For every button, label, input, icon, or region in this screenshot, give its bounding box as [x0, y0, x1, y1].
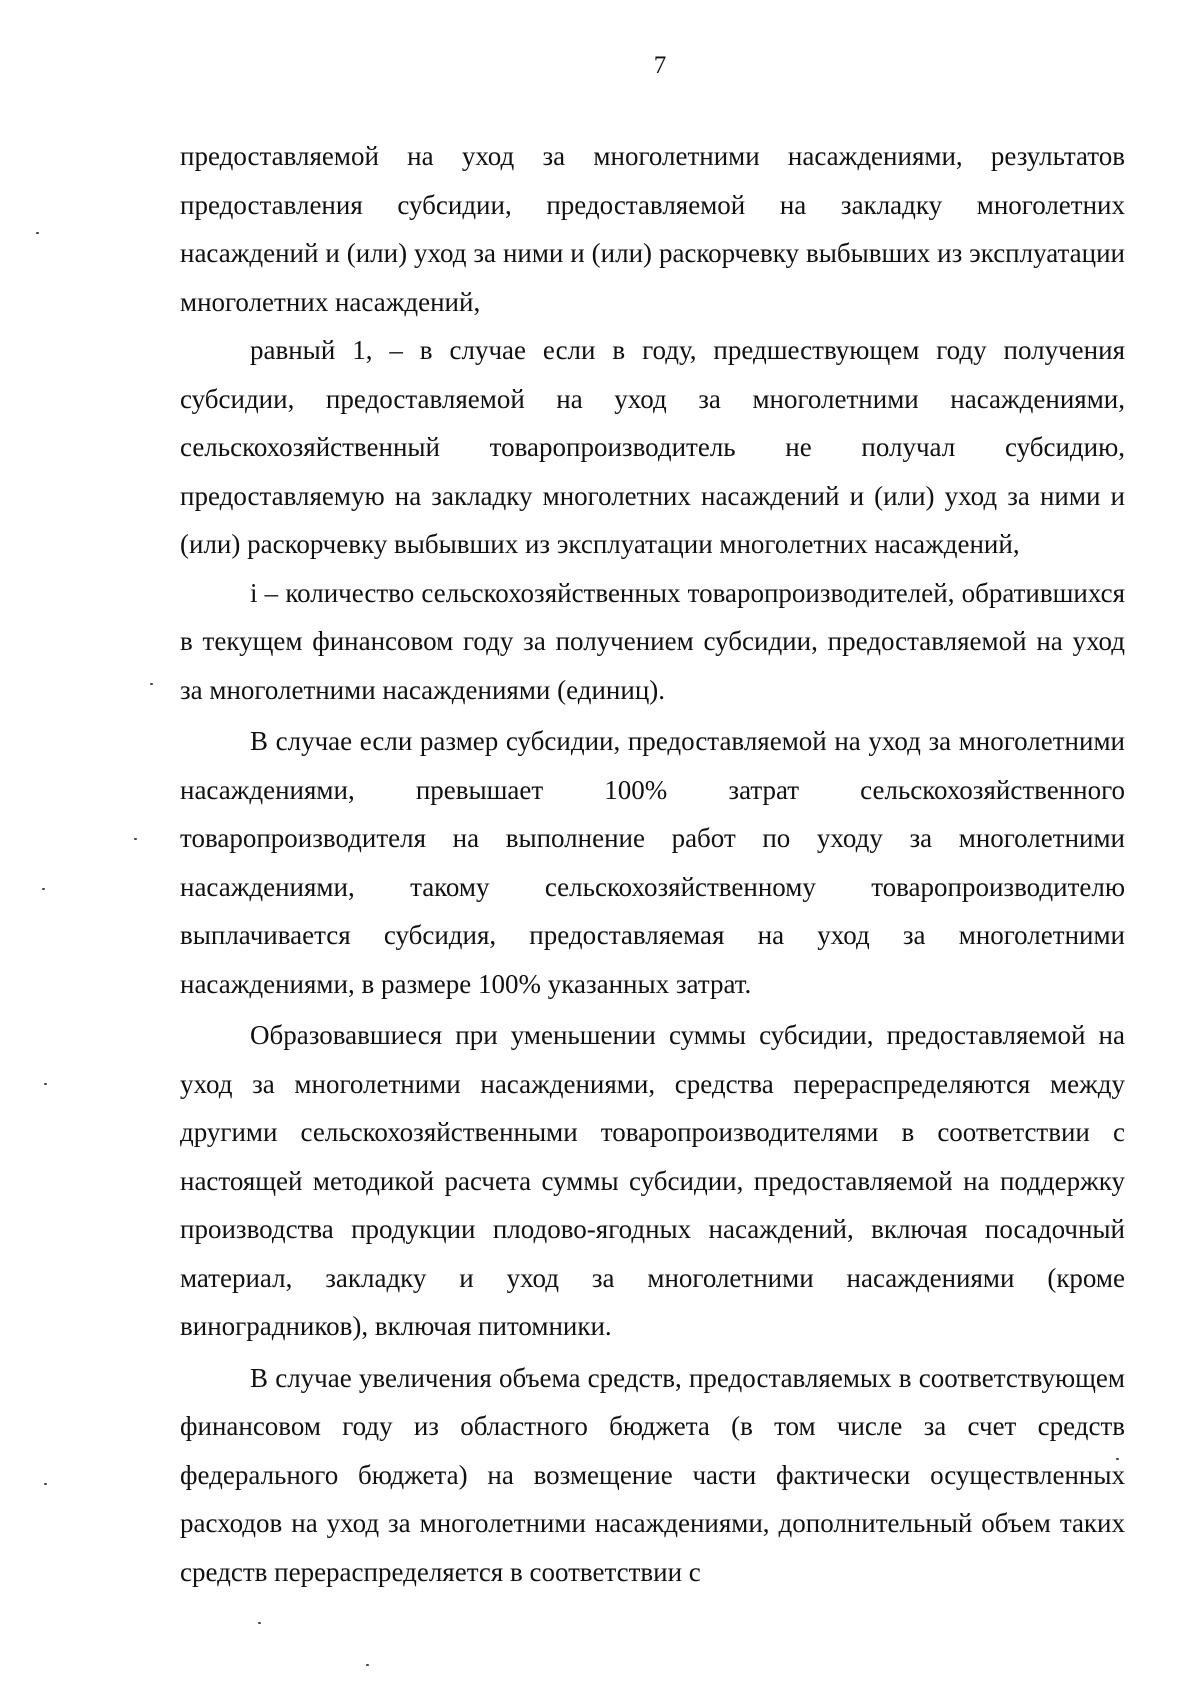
scan-speck: [134, 838, 137, 840]
scan-speck: [44, 1083, 47, 1085]
paragraph-i-definition: i – количество сельскохозяйственных товаропроизводителей, обратившихся в текущем финансовом году за получением субсидии, предоставляемой на уход за многолетними насаждениями (единиц).: [180, 577, 1125, 705]
paragraph-subsidy-exceeds: В случае если размер субсидии, предоставляемой на уход за многолетними насаждениями, превышает 100% затрат сельскохозяйственного товаропроизводителя на выполнение работ по уходу за многолетними насаждениями, такому сельскохозяйственному товаропроизводителю выплачивается субсидия, предоставляемая на уход за многолетними насаждениями, в размере 100% указанных затрат.: [180, 726, 1125, 999]
scan-speck: [42, 888, 45, 890]
scan-speck: [258, 1622, 261, 1624]
paragraph-continuation: предоставляемой на уход за многолетними насаждениями, результатов предоставления субсидии, предоставляемой на закладку многолетних насаждений и (или) уход за ними и (или) раскорчевку выбывших из эксплуатации многолетних насаждений,: [180, 141, 1125, 317]
scan-speck: [1116, 1458, 1119, 1460]
paragraph-additional-funds: В случае увеличения объема средств, предоставляемых в соответствующем финансовом году из областного бюджета (в том числе за счет средств федерального бюджета) на возмещение части фактически осуществленных расходов на уход за многолетними насаждениями, дополнительный объем таких средств перераспределяется в соответствии с: [180, 1362, 1125, 1587]
document-body: [180, 132, 1125, 1596]
scan-speck: [44, 1483, 47, 1485]
scan-speck: [366, 1664, 369, 1666]
page-number: 7: [653, 52, 667, 79]
paragraph-equal-one-condition: равный 1, – в случае если в году, предшествующем году получения субсидии, предоставляемой на уход за многолетними насаждениями, сельскохозяйственный товаропроизводитель не получал субсидию, предоставляемую на закладку многолетних насаждений и (или) уход за ними и (или) раскорчевку выбывших из эксплуатации многолетних насаждений,: [180, 335, 1125, 559]
scan-speck: [36, 232, 39, 234]
paragraph-redistribution: Образовавшиеся при уменьшении суммы субсидии, предоставляемой на уход за многолетними насаждениями, средства перераспределяются между другими сельскохозяйственными товаропроизводителями в соответствии с настоящей методикой расчета суммы субсидии, предоставляемой на поддержку производства продукции плодово-ягодных насаждений, включая посадочный материал, закладку и уход за многолетними насаждениями (кроме виноградников), включая питомники.: [180, 1020, 1125, 1341]
scan-speck: [150, 683, 153, 685]
